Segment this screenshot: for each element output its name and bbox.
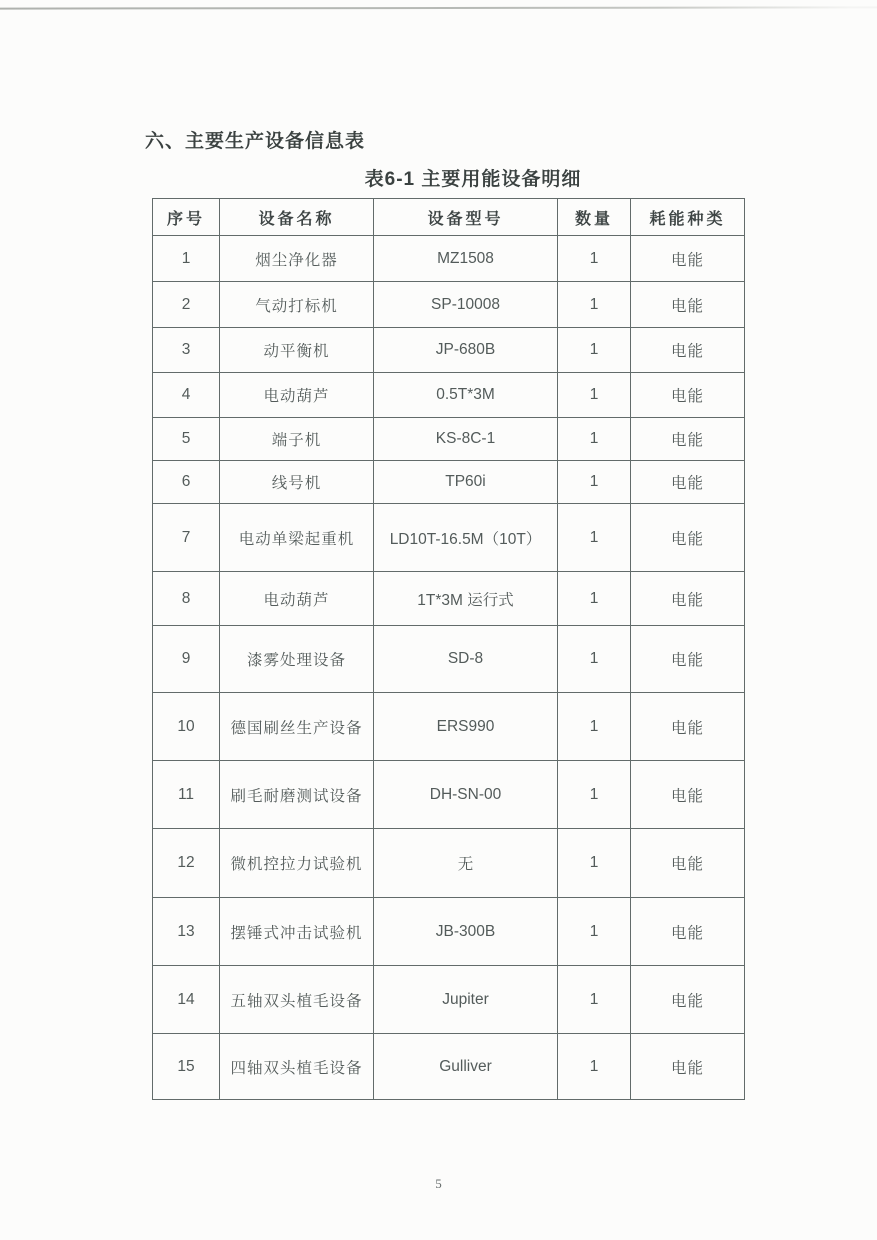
table-row [153, 966, 745, 1034]
cell-seq: 9 [153, 626, 220, 693]
equipment-table-body [153, 236, 745, 1100]
table-header-row [153, 199, 745, 236]
cell-quantity: 1 [558, 966, 631, 1034]
cell-device-name: 微机控拉力试验机 [220, 829, 374, 898]
cell-device-name: 线号机 [220, 461, 374, 504]
cell-seq: 12 [153, 829, 220, 898]
cell-seq: 6 [153, 461, 220, 504]
cell-seq: 2 [153, 282, 220, 328]
cell-model: SP-10008 [374, 282, 558, 328]
cell-seq: 1 [153, 236, 220, 282]
cell-energy-type: 电能 [631, 693, 745, 761]
cell-model: DH-SN-00 [374, 761, 558, 829]
cell-model: 无 [374, 829, 558, 898]
cell-energy-type: 电能 [631, 282, 745, 328]
cell-energy-type: 电能 [631, 418, 745, 461]
cell-model: Gulliver [374, 1034, 558, 1100]
cell-seq: 5 [153, 418, 220, 461]
table-row [153, 504, 745, 572]
cell-device-name: 电动单梁起重机 [220, 504, 374, 572]
cell-energy-type: 电能 [631, 761, 745, 829]
table-row [153, 1034, 745, 1100]
cell-device-name: 电动葫芦 [220, 572, 374, 626]
cell-device-name: 烟尘净化器 [220, 236, 374, 282]
table-row [153, 761, 745, 829]
cell-energy-type: 电能 [631, 572, 745, 626]
cell-energy-type: 电能 [631, 236, 745, 282]
table-row [153, 829, 745, 898]
cell-energy-type: 电能 [631, 373, 745, 418]
table-row [153, 898, 745, 966]
cell-model: MZ1508 [374, 236, 558, 282]
cell-model: 0.5T*3M [374, 373, 558, 418]
table-row [153, 572, 745, 626]
cell-quantity: 1 [558, 418, 631, 461]
cell-model: SD-8 [374, 626, 558, 693]
cell-energy-type: 电能 [631, 504, 745, 572]
equipment-table [152, 198, 745, 1100]
table-row [153, 236, 745, 282]
cell-seq: 11 [153, 761, 220, 829]
cell-energy-type: 电能 [631, 1034, 745, 1100]
cell-energy-type: 电能 [631, 966, 745, 1034]
cell-model: LD10T-16.5M（10T） [374, 504, 558, 572]
header-model: 设备型号 [374, 199, 558, 236]
table-row [153, 328, 745, 373]
table-title: 表6-1 主要用能设备明细 [364, 169, 582, 190]
cell-device-name: 端子机 [220, 418, 374, 461]
cell-device-name: 摆锤式冲击试验机 [220, 898, 374, 966]
page-number: 5 [435, 1176, 442, 1191]
table-row [153, 418, 745, 461]
cell-quantity: 1 [558, 761, 631, 829]
cell-seq: 10 [153, 693, 220, 761]
cell-quantity: 1 [558, 898, 631, 966]
cell-seq: 13 [153, 898, 220, 966]
header-seq: 序号 [153, 199, 220, 236]
cell-quantity: 1 [558, 282, 631, 328]
cell-quantity: 1 [558, 693, 631, 761]
cell-quantity: 1 [558, 626, 631, 693]
cell-device-name: 四轴双头植毛设备 [220, 1034, 374, 1100]
cell-quantity: 1 [558, 1034, 631, 1100]
scan-artifact-line [0, 6, 877, 9]
cell-model: TP60i [374, 461, 558, 504]
cell-device-name: 五轴双头植毛设备 [220, 966, 374, 1034]
cell-seq: 8 [153, 572, 220, 626]
cell-model: Jupiter [374, 966, 558, 1034]
header-device-name: 设备名称 [220, 199, 374, 236]
cell-quantity: 1 [558, 504, 631, 572]
cell-device-name: 气动打标机 [220, 282, 374, 328]
table-row [153, 461, 745, 504]
cell-quantity: 1 [558, 829, 631, 898]
cell-quantity: 1 [558, 572, 631, 626]
header-energy-type: 耗能种类 [631, 199, 745, 236]
cell-seq: 14 [153, 966, 220, 1034]
cell-device-name: 刷毛耐磨测试设备 [220, 761, 374, 829]
cell-seq: 3 [153, 328, 220, 373]
header-quantity: 数量 [558, 199, 631, 236]
table-row [153, 626, 745, 693]
cell-seq: 15 [153, 1034, 220, 1100]
cell-energy-type: 电能 [631, 829, 745, 898]
cell-device-name: 动平衡机 [220, 328, 374, 373]
cell-device-name: 德国刷丝生产设备 [220, 693, 374, 761]
cell-quantity: 1 [558, 236, 631, 282]
table-row [153, 282, 745, 328]
cell-quantity: 1 [558, 461, 631, 504]
cell-device-name: 漆雾处理设备 [220, 626, 374, 693]
cell-model: ERS990 [374, 693, 558, 761]
cell-seq: 4 [153, 373, 220, 418]
table-row [153, 693, 745, 761]
cell-device-name: 电动葫芦 [220, 373, 374, 418]
cell-energy-type: 电能 [631, 328, 745, 373]
section-heading: 六、主要生产设备信息表 [145, 131, 366, 152]
cell-model: 1T*3M 运行式 [374, 572, 558, 626]
cell-model: KS-8C-1 [374, 418, 558, 461]
cell-energy-type: 电能 [631, 626, 745, 693]
cell-quantity: 1 [558, 328, 631, 373]
table-row [153, 373, 745, 418]
cell-model: JB-300B [374, 898, 558, 966]
cell-model: JP-680B [374, 328, 558, 373]
cell-energy-type: 电能 [631, 461, 745, 504]
cell-seq: 7 [153, 504, 220, 572]
cell-quantity: 1 [558, 373, 631, 418]
cell-energy-type: 电能 [631, 898, 745, 966]
